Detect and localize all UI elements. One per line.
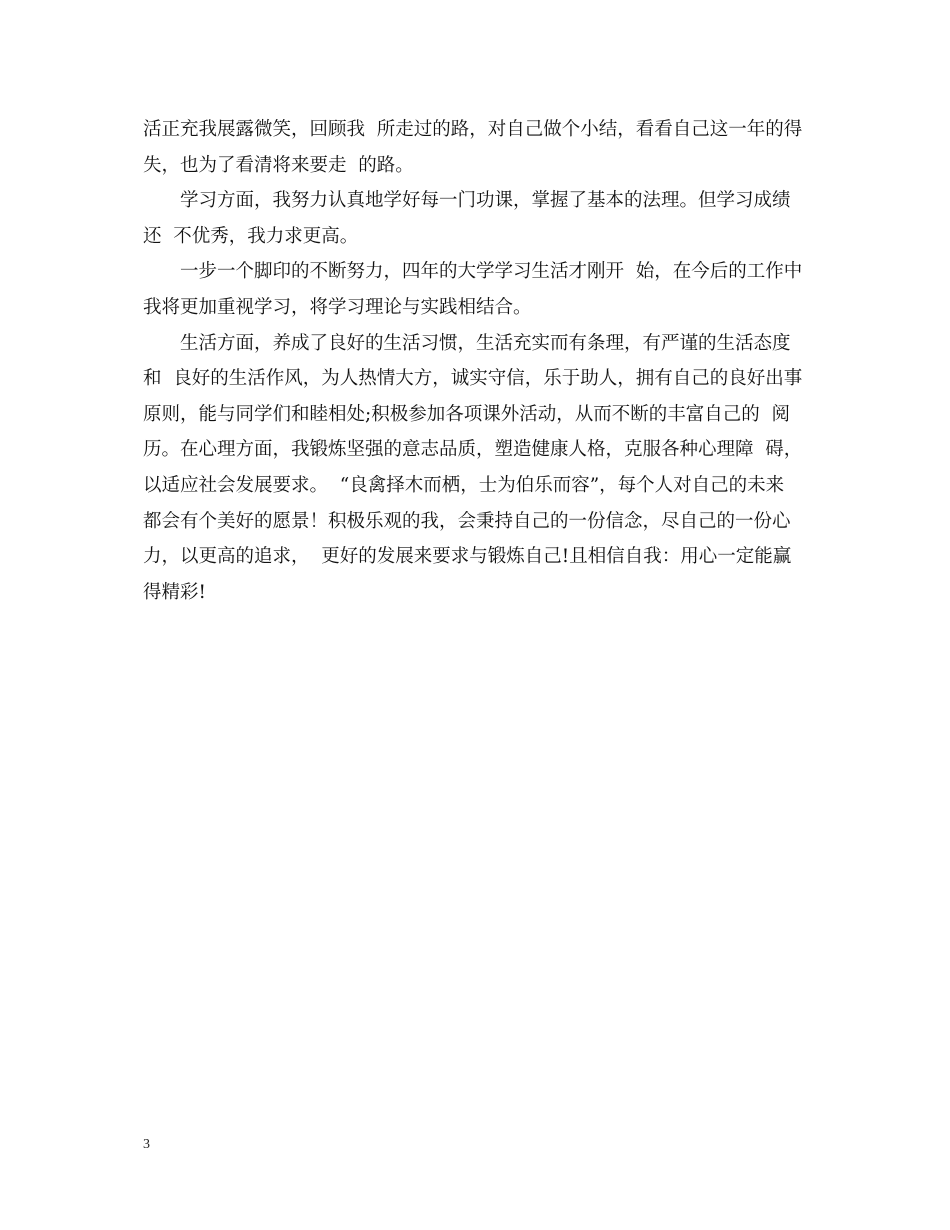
document-body [143, 112, 811, 610]
text-line: 都会有个美好的愿景！积极乐观的我，会秉持自己的一份信念，尽自己的一份心 [143, 510, 791, 532]
text-line: 得精彩! [143, 581, 206, 603]
text-line: 我将更加重视学习，将学习理论与实践相结合。 [143, 296, 532, 318]
text-line: 以适应社会发展要求。 “良禽择木而栖，士为伯乐而容”，每个人对自己的未来 [143, 474, 785, 496]
text-line: 原则，能与同学们和睦相处;积极参加各项课外活动，从而不断的丰富自己的 阅 [143, 403, 790, 425]
paragraph-first-line: 一步一个脚印的不断努力，四年的大学学习生活才刚开 始，在今后的工作中 [180, 261, 803, 283]
text-line: 和 良好的生活作风，为人热情大方，诚实守信，乐于助人，拥有自己的良好出事 [143, 368, 803, 390]
page-number: 3 [143, 1137, 150, 1152]
paragraph-first-line: 学习方面，我努力认真地学好每一门功课，掌握了基本的法理。但学习成绩 [180, 190, 791, 212]
text-line: 力，以更高的追求， 更好的发展来要求与锻炼自己!且相信自我：用心一定能赢 [143, 546, 792, 568]
paragraph-first-line: 生活方面，养成了良好的生活习惯，生活充实而有条理，有严谨的生活态度 [180, 332, 791, 354]
text-line: 历。在心理方面，我锻炼坚强的意志品质，塑造健康人格，克服各种心理障 碍， [143, 439, 803, 461]
text-line: 活正充我展露微笑，回顾我 所走过的路，对自己做个小结，看看自己这一年的得 [143, 119, 803, 140]
text-line: 还 不优秀，我力求更高。 [143, 225, 359, 247]
text-line: 失，也为了看清将来要走 的路。 [143, 154, 414, 176]
